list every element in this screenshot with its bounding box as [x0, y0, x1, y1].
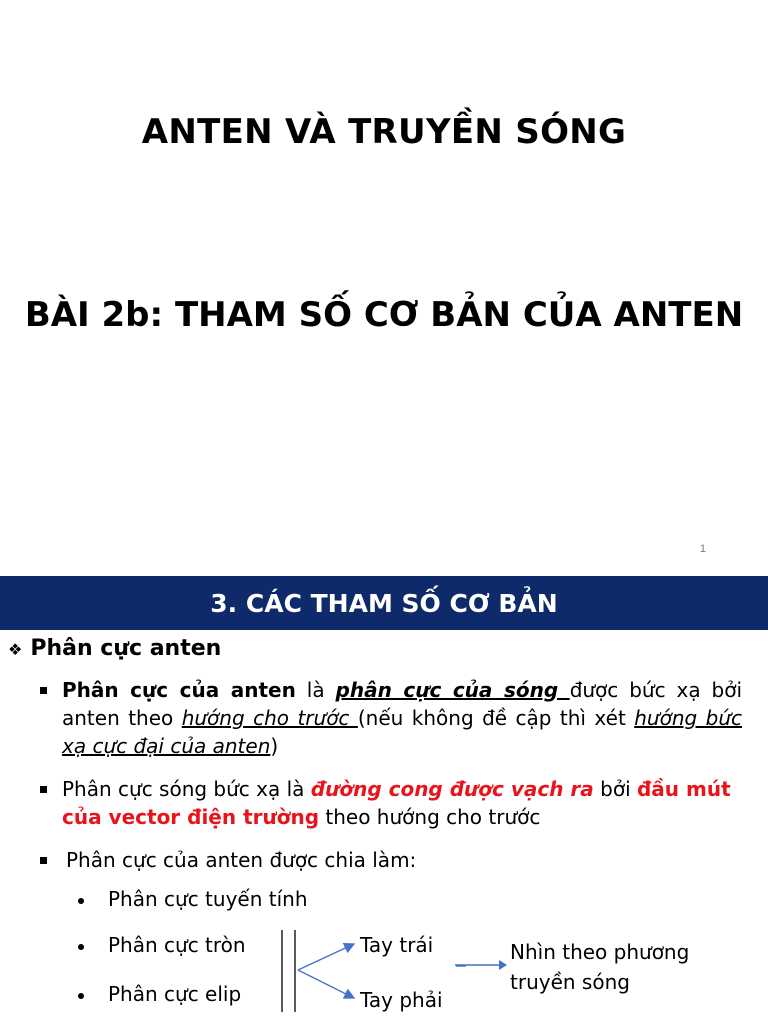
text-fragment: Phân cực sóng bức xạ là	[62, 777, 311, 801]
slide-header: 3. CÁC THAM SỐ CƠ BẢN	[0, 576, 768, 630]
square-bullet-icon	[40, 687, 47, 694]
content-slide	[0, 568, 768, 1024]
square-bullet-icon	[40, 786, 47, 793]
term-wave-polarization: phân cực của sóng	[335, 678, 570, 702]
list-item-elliptical: Phân cực elip	[108, 982, 242, 1006]
note-line-2: truyền sóng	[510, 970, 630, 994]
term-antenna-polarization: Phân cực của anten	[62, 678, 296, 702]
text-fragment: được bức xạ bởi anten theo	[62, 678, 743, 730]
term-traced-curve: đường cong được vạch ra	[310, 777, 594, 801]
text-fragment: (nếu không đề cập thì xét	[357, 706, 635, 730]
list-item-circular: Phân cực tròn	[108, 933, 246, 957]
paragraph-wave-polarization	[62, 775, 742, 831]
text-fragment: theo hướng cho trước	[319, 805, 541, 829]
term-field-vector-tip: đầu mút của vector điện trường	[62, 777, 731, 829]
square-bullet-icon	[40, 857, 47, 864]
section-title: Phân cực anten	[30, 636, 222, 661]
note-arrow	[453, 958, 509, 972]
note-arrow-head	[499, 960, 507, 970]
note-line-1: Nhìn theo phương	[510, 940, 690, 964]
lesson-title: BÀI 2b: THAM SỐ CƠ BẢN CỦA ANTEN	[24, 295, 744, 335]
arrow-right-hand	[298, 970, 354, 998]
label-left-hand: Tay trái	[360, 933, 434, 957]
course-title: ANTEN VÀ TRUYỀN SÓNG	[141, 112, 627, 152]
round-bullet-icon	[78, 898, 84, 904]
list-item-linear: Phân cực tuyến tính	[108, 887, 308, 911]
section-heading	[8, 636, 221, 661]
round-bullet-icon	[78, 944, 84, 950]
round-bullet-icon	[78, 993, 84, 999]
term-given-direction: hướng cho trước	[181, 706, 358, 730]
diamond-bullet-icon: ❖	[8, 640, 23, 659]
term-max-radiation-direction: hướng bức xạ cực đại của anten	[62, 706, 743, 758]
text-fragment: là	[295, 678, 336, 702]
arrow-left-hand	[298, 944, 354, 970]
text-fragment: bởi	[593, 777, 637, 801]
paragraph-classification: Phân cực của anten được chia làm:	[66, 848, 417, 872]
paragraph-definition	[62, 676, 742, 760]
text-fragment: )	[270, 734, 279, 758]
page-number: 1	[699, 543, 706, 555]
label-right-hand: Tay phải	[360, 988, 443, 1012]
